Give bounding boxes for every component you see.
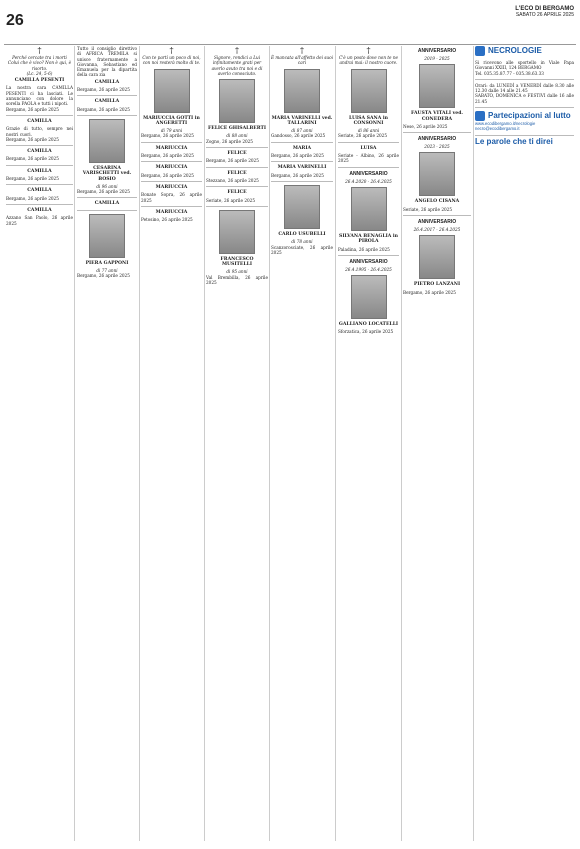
quote: È mancata all'affetto dei suoi cari	[271, 55, 333, 66]
divider	[338, 142, 399, 143]
participation-title-text: Partecipazioni al lutto	[488, 111, 571, 121]
hands-icon	[475, 111, 485, 121]
column-rule	[204, 46, 205, 841]
participation-title	[475, 111, 574, 121]
column-rule	[401, 46, 402, 841]
anniversary-dates: 26.4.2020 - 26.4.2025	[345, 178, 392, 184]
column-7	[403, 46, 471, 841]
cross-icon: †	[235, 46, 239, 55]
deceased-name: MARIA VARINELLI	[277, 165, 327, 171]
cross-icon: †	[300, 46, 304, 55]
notice-text: Grazie di tutto, sempre nei nostri cuori.	[6, 126, 73, 137]
divider	[271, 161, 333, 162]
notice-sign: Stezzano, 26 aprile 2025	[206, 177, 259, 183]
notice-sign: Zogno, 26 aprile 2025	[206, 138, 253, 144]
deceased-name: LUISA	[360, 145, 377, 151]
portrait-photo	[419, 235, 455, 279]
deceased-name: CAMILLA	[27, 207, 52, 213]
deceased-name: MARIUCCIA	[155, 145, 188, 151]
portrait-photo	[351, 187, 387, 231]
divider	[77, 115, 137, 116]
notice-sign: Paladina, 26 aprile 2025	[338, 246, 390, 252]
divider	[338, 167, 399, 168]
section-title	[475, 46, 574, 56]
age: di 95 anni	[226, 269, 248, 275]
masthead	[515, 6, 574, 18]
divider	[403, 215, 471, 216]
notice-sign: Petosino, 26 aprile 2025	[141, 217, 193, 223]
deceased-name: CAMILLA	[27, 188, 52, 194]
notice-text: La nostra cara CAMILLA PESENTI ci ha lasciati. Le annunciano con dolore la sorella PAOLA e tutti i nipoti.	[6, 85, 73, 107]
portrait-photo	[219, 210, 255, 254]
notice-sign: Bergamo, 26 aprile 2025	[6, 136, 59, 142]
deceased-name: CAMILLA PESENTI	[14, 78, 65, 84]
notice-sign: Sforzatica, 26 aprile 2025	[338, 329, 394, 335]
portrait-photo	[351, 275, 387, 319]
notice-sign: Bergamo, 26 aprile 2025	[6, 176, 59, 182]
anniversary-heading: ANNIVERSARIO	[349, 170, 388, 177]
notice-sign: Bergamo, 26 aprile 2025	[6, 106, 59, 112]
notice-sign: Bergamo, 26 aprile 2025	[77, 106, 130, 112]
notice-sign: Seriate, 26 aprile 2025	[338, 133, 387, 139]
portrait-photo	[154, 69, 190, 113]
deceased-name: GALLIANO LOCATELLI	[338, 322, 399, 328]
age: di 88 anni	[226, 133, 248, 139]
portrait-photo	[419, 152, 455, 196]
deceased-name: MARIUCCIA	[155, 184, 188, 190]
anniversary-heading: ANNIVERSARIO	[417, 219, 457, 226]
divider	[206, 167, 268, 168]
portrait-photo	[89, 119, 125, 163]
cross-icon: †	[37, 46, 42, 55]
anniversary-dates: 26.4.2017 - 26.4.2025	[413, 227, 461, 233]
divider	[206, 206, 268, 207]
portrait-photo	[419, 64, 455, 108]
column-1	[6, 46, 73, 841]
notice-sign: Bergamo, 26 aprile 2025	[206, 158, 259, 164]
notice-sign: Nese, 26 aprile 2025	[403, 123, 448, 129]
necrology-icon	[475, 46, 485, 56]
notice-sign: Bergamo, 26 aprile 2025	[141, 153, 194, 159]
office-hours: Orari: da LUNEDÌ a VENERDÌ dalle 8.30 alle 12.30 dalle 14 alle 21.45	[475, 82, 574, 94]
portrait-photo	[351, 69, 387, 113]
divider	[141, 181, 202, 182]
divider	[271, 181, 333, 182]
divider	[141, 206, 202, 207]
anniversary-heading: ANNIVERSARIO	[417, 136, 457, 143]
age: di 78 anni	[291, 239, 313, 245]
deceased-name: CESARINA VARISCHETTI ved. BOSIO	[82, 165, 132, 182]
anniversary-heading: ANNIVERSARIO	[349, 258, 388, 265]
notice-sign: Bergamo, 26 aprile 2025	[141, 133, 194, 139]
column-4	[206, 46, 268, 841]
deceased-name: FAUSTA VITALI ved. CONEDERA	[410, 111, 464, 122]
divider	[6, 184, 73, 185]
divider	[403, 132, 471, 133]
page-header	[0, 0, 580, 44]
anniversary-heading: ANNIVERSARIO	[417, 48, 457, 54]
quote: Signore, rendici a Lui infinitamente grati per averlo avuto tra noi e di averlo conosciuto.	[211, 55, 263, 76]
divider	[6, 145, 73, 146]
divider	[6, 204, 73, 205]
phone-numbers: Tel. 035.35.87.77 - 035.38.63.33	[475, 70, 544, 76]
deceased-name: CAMILLA	[94, 201, 120, 207]
notice-sign: Seriate, 26 aprile 2025	[403, 206, 452, 212]
column-rule	[473, 46, 474, 841]
quote: Con te partì un poco di noi, con noi resterà molto di te.	[142, 55, 201, 66]
deceased-name: MARIA	[292, 145, 312, 151]
deceased-name: CAMILLA	[94, 79, 120, 85]
notice-sign: Gandosso, 26 aprile 2025	[271, 133, 326, 139]
age: di 79 anni	[160, 128, 183, 134]
deceased-name: CAMILLA	[27, 118, 52, 124]
deceased-name: PIERA GAPPONI	[85, 260, 129, 266]
words-box-title: Le parole che ti direi	[475, 136, 553, 146]
deceased-name: ANGELO CISANA	[414, 199, 460, 205]
portrait-photo	[219, 79, 255, 123]
notice-sign: Val Brembilla, 26 aprile 2025	[206, 274, 268, 286]
column-rule	[335, 46, 336, 841]
notice-sign: Bergamo, 26 aprile 2025	[77, 189, 130, 195]
brand-name: L'ECO DI BERGAMO	[515, 6, 574, 12]
divider	[475, 135, 574, 136]
notice-sign: Bergamo, 26 aprile 2025	[6, 195, 59, 201]
deceased-name: FELICE	[227, 151, 247, 157]
quote: C'è un posto dove non te ne andrai mai: il nostro cuore.	[338, 55, 399, 66]
deceased-name: FELICE GHISALBERTI	[207, 126, 267, 132]
column-2	[77, 46, 137, 841]
notice-sign: Bonate Sopra, 26 aprile 2025	[141, 192, 202, 203]
divider	[206, 186, 268, 187]
deceased-name: FELICE	[227, 190, 247, 196]
age: di 86 anni	[357, 128, 380, 134]
anniversary-dates: 2023 - 2025	[424, 144, 450, 150]
divider	[338, 255, 399, 256]
portrait-photo	[284, 69, 320, 113]
issue-date: SABATO 26 APRILE 2025	[515, 12, 574, 18]
column-rule	[74, 46, 75, 841]
notice-sign: Bergamo, 26 aprile 2025	[271, 153, 324, 159]
deceased-name: SILVANA BENAGLIA in PIROLA	[339, 233, 398, 245]
notice-sign: Seriate - Albino, 26 aprile 2025	[338, 153, 399, 164]
cross-icon: †	[366, 46, 371, 55]
column-5	[271, 46, 333, 841]
column-3	[141, 46, 202, 841]
age: di 96 anni	[96, 183, 118, 189]
age: di 77 anni	[96, 268, 118, 274]
deceased-name: MARIUCCIA GOTTI in ANGERETTI	[143, 115, 200, 126]
deceased-name: PIETRO LANZANI	[413, 282, 461, 288]
divider	[77, 210, 137, 211]
column-rule	[269, 46, 270, 841]
notice-sign: Bergamo, 26 aprile 2025	[403, 289, 456, 295]
anniversary-dates: 26.4.1995 - 26.4.2025	[345, 266, 392, 272]
header-rule	[4, 44, 576, 45]
anniversary-dates: 2019 - 2025	[424, 56, 450, 61]
notice-sign: Bergamo, 26 aprile 2025	[141, 172, 194, 178]
deceased-name: CARLO USUBELLI	[278, 231, 326, 237]
divider	[271, 142, 333, 143]
divider	[6, 165, 73, 166]
column-6	[338, 46, 399, 841]
office-info: Si ricevono alle sportello in Viale Papa Giovanni XXIII, 124 BERGAMO	[475, 60, 574, 71]
website-link[interactable]: www.ecodibergamo.it/necrologie	[475, 121, 536, 127]
deceased-name: MARIUCCIA	[155, 209, 188, 215]
age: di 87 anni	[291, 128, 313, 134]
divider	[141, 161, 202, 162]
quote-ref: (Lc. 24, 5-6)	[26, 70, 53, 76]
portrait-photo	[89, 214, 125, 258]
deceased-name: MARIA VARINELLI ved. TALLARINI	[271, 115, 333, 126]
deceased-name: CAMILLA	[27, 168, 52, 174]
notice-text: Tutto il consiglio direttivo di AFRICA TREMILA si unisce fraternamente a Giovanna, Sebastiano ed Emanuela per la dipartita della cara zia	[77, 46, 137, 78]
divider	[206, 147, 268, 148]
divider	[6, 115, 73, 116]
portrait-photo	[284, 185, 320, 229]
notice-sign: Azzano San Paolo, 26 aprile 2025	[6, 215, 73, 226]
column-rule	[139, 46, 140, 841]
cross-icon: †	[169, 46, 174, 55]
quote: Perché cercate tra i morti Colui che è vivo? Non è qui, è risorto.	[7, 55, 72, 71]
deceased-name: LUISA SANA in CONSONNI	[349, 115, 388, 126]
notice-sign: Bergamo, 26 aprile 2025	[6, 156, 59, 162]
deceased-name: MARIUCCIA	[155, 165, 188, 171]
necrology-sidebar	[475, 46, 574, 841]
deceased-name: CAMILLA	[94, 99, 120, 105]
notice-sign: Scanzorosciate, 26 aprile 2025	[271, 244, 333, 255]
notice-sign: Bergamo, 26 aprile 2025	[77, 273, 130, 279]
section-title-text: NECROLOGIE	[488, 46, 542, 56]
notice-sign: Bergamo, 26 aprile 2025	[77, 87, 130, 93]
page-number: 26	[6, 12, 24, 29]
divider	[475, 107, 574, 108]
notice-sign: Seriate, 26 aprile 2025	[206, 197, 255, 203]
divider	[475, 79, 574, 80]
divider	[77, 95, 137, 96]
divider	[141, 142, 202, 143]
weekend-hours: SABATO, DOMENICA e FESTIVI dalle 16 alle 21.45	[475, 93, 574, 104]
email-link[interactable]: necro@ecodibergamo.it	[475, 126, 520, 132]
notice-sign: Bergamo, 26 aprile 2025	[271, 172, 324, 178]
deceased-name: CAMILLA	[27, 149, 52, 155]
divider	[77, 197, 137, 198]
deceased-name: FELICE	[227, 170, 247, 176]
deceased-name: FRANCESCO MUSITELLI	[220, 256, 254, 268]
